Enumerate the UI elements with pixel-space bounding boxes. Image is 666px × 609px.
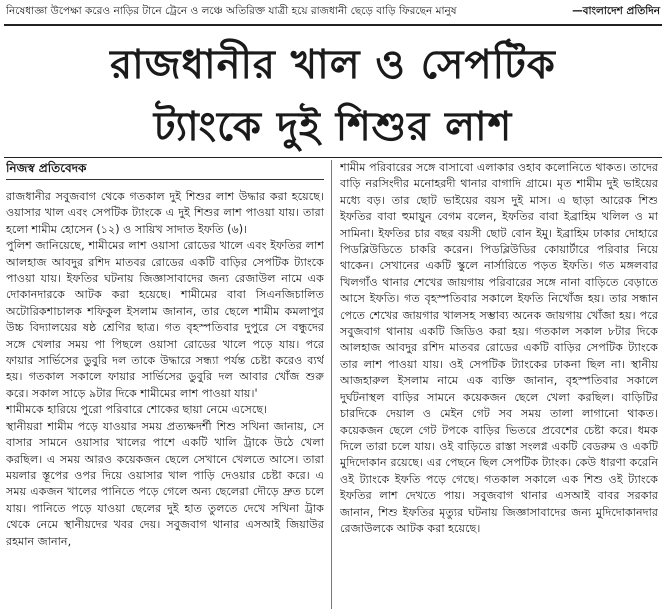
article-column-2 <box>340 160 658 609</box>
headline <box>0 34 666 158</box>
byline-divider <box>6 179 324 180</box>
paragraph: স্থানীয়রা শামীম পড়ে যাওয়ার সময় প্রত্যক্ষদর্শী শিশু সখিনা জানায়, সে বাসার সামনে ওয়াসার খালের পাশে একটি খালি ট্রাকে উঠে খেলা করছিল। এ সময় আরও কয়েকজন ছেলে সেখানে খেলতে আসে। তারা ময়লার স্তূপের ওপর দিয়ে ওয়াসার খাল পাড়ি দেওয়ার চেষ্টা করে। এ সময় একজন খালের পানিতে পড়ে গেলে অন্য ছেলেরা দৌড়ে দ্রুত চলে যায়। পানিতে পড়ে যাওয়া ছেলের দুই হাত তুলতে দেখে সখিনা ট্রাক থেকে নেমে স্থানীয়দের খবর দেয়। সবুজবাগ থানার এসআই জিয়াউর রহমান জানান, <box>6 419 324 548</box>
paragraph: রাজধানীর সবুজবাগ থেকে গতকাল দুই শিশুর লাশ উদ্ধার করা হয়েছে। ওয়াসার খাল এবং সেপটিক ট্যাংকে এ দুই শিশুর লাশ পাওয়া যায়। তারা হলো শামীম হোসেন (১২) ও সায়িখ সাদাত ইফতি (৬)। <box>6 190 324 236</box>
photo-credit: —বাংলাদেশ প্রতিদিন <box>572 4 660 17</box>
paragraph: শামীমকে হারিয়ে পুরো পরিবারে শোকের ছায়া নেমে এসেছে। <box>6 403 268 417</box>
previous-story-caption: নিষেধাজ্ঞা উপেক্ষা করেও নাড়ির টানে ট্রেনে ও লঞ্চে অতিরিক্ত যাত্রী হয়ে রাজধানী ছেড়ে বাড়ি ফিরছেন মানুষ <box>6 4 457 17</box>
headline-divider <box>4 157 662 158</box>
top-divider <box>4 24 662 26</box>
top-strip <box>0 0 666 24</box>
paragraph: পুলিশ জানিয়েছে, শামীমের লাশ ওয়াসা রোডের খালে এবং ইফতির লাশ আলহাজ আবদুর রশিদ মাতবর রোডের একটি বাড়ির সেপটিক ট্যাংকে পাওয়া যায়। ইফতির ঘটনায় জিজ্ঞাসাবাদের জন্য রেজাউল নামে এক দোকানদারকে আটক করা হয়েছে। শামীমের বাবা সিএনজিচালিত অটোরিকশাচালক শফিকুল ইসলাম জানান, তার ছেলে শামীম কমলাপুর উচ্চ বিদ্যালয়ের ষষ্ঠ শ্রেণির ছাত্র। গত বৃহস্পতিবার দুপুরে সে বন্ধুদের সঙ্গে খেলার সময় পা পিছলে ওয়াসা রোডের খালে পড়ে যায়। পরে ফায়ার সার্ভিসের ডুবুরি দল তাকে উদ্ধারে সন্ধ্যা পর্যন্ত চেষ্টা করেও ব্যর্থ হয়। গতকাল সকালে ফায়ার সার্ভিসের ডুবুরি দল আবার খোঁজ শুরু করে। সকাল সাড়ে ৯টার দিকে শামীমের লাশ পাওয়া যায়।' <box>6 239 324 400</box>
column-divider <box>331 160 332 609</box>
byline: নিজস্ব প্রতিবেদক <box>6 161 87 175</box>
article-column-1 <box>6 160 324 609</box>
paragraph: শামীম পরিবারের সঙ্গে বাসাবো এলাকার ওহাব কলোনিতে থাকত। তাদের বাড়ি নরসিংদীর মনোহরদী থানার বাগাদি গ্রামে। মৃত শামীম দুই ভাইয়ের মধ্যে বড়। তার ছোট ভাইয়ের বয়স দুই মাস। এ ছাড়া আরেক শিশু ইফতির বাবা হুমায়ুন বেগম বলেন, ইফতির বাবা ইব্রাহিম খলিল ও মা সামিনা। ইফতির চার বছর বয়সী ছোট বোন ইমু। ইব্রাহিম ঢাকার দোহারে পিডব্লিউডিতে চাকরি করেন। পিডব্লিউডির কোয়ার্টারে পরিবার নিয়ে থাকেন। সেখানের একটি স্কুলে নার্সারিতে পড়ত ইফতি। গত মঙ্গলবার খিলগাঁও থানার শেখের জায়গায় পরিবারের সঙ্গে নানা বাড়িতে বেড়াতে আসে ইফতি। গত বৃহস্পতিবার সকালে ইফতি নিখোঁজ হয়। তার সন্ধান পেতে শেখের জায়গার খালসহ সম্ভাব্য অনেক জায়গায় খোঁজা হয়। পরে সবুজবাগ থানায় একটি জিডিও করা হয়। গতকাল সকাল ৮টার দিকে আলহাজ আবদুর রশিদ মাতবর রোডের একটি বাড়ির সেপটিক ট্যাংকে তার লাশ পাওয়া যায়। ওই সেপটিক ট্যাংকের ঢাকনা ছিল না। স্থানীয় আজহারুল ইসলাম নামে এক ব্যক্তি জানান, বৃহস্পতিবার সকালে দুর্ঘটনাস্থল বাড়ির সামনে কয়েকজন ছেলে খেলা করছিল। বাড়িটির চারদিকে দেয়াল ও মেইন গেট সব সময় তালা লাগানো থাকত। কয়েকজন ছেলে গেট টপকে বাড়ির ভিতরে প্রবেশের চেষ্টা করে। ধমক দিলে তারা চলে যায়। ওই বাড়িতে রাস্তা সংলগ্ন একটি বেডরুম ও একটি মুদিদোকান রয়েছে। এর পেছনে ছিল সেপটিক ট্যাংক। কেউ ধারণা করেনি ওই ট্যাংকে ইফতি পড়ে গেছে। গতকাল সকালে এক শিশু ওই ট্যাংকে ইফতির লাশ দেখতে পায়। সবুজবাগ থানার এসআই বাবর সরকার জানান, শিশু ইফতির মৃত্যুর ঘটনায় জিজ্ঞাসাবাদের জন্য মুদিদোকানদার রেজাউলকে আটক করা হয়েছে। <box>340 161 658 535</box>
headline-line-2: ট্যাংকে দুই শিশুর লাশ <box>153 104 513 150</box>
headline-line-1: রাজধানীর খাল ও সেপটিক <box>110 42 556 88</box>
